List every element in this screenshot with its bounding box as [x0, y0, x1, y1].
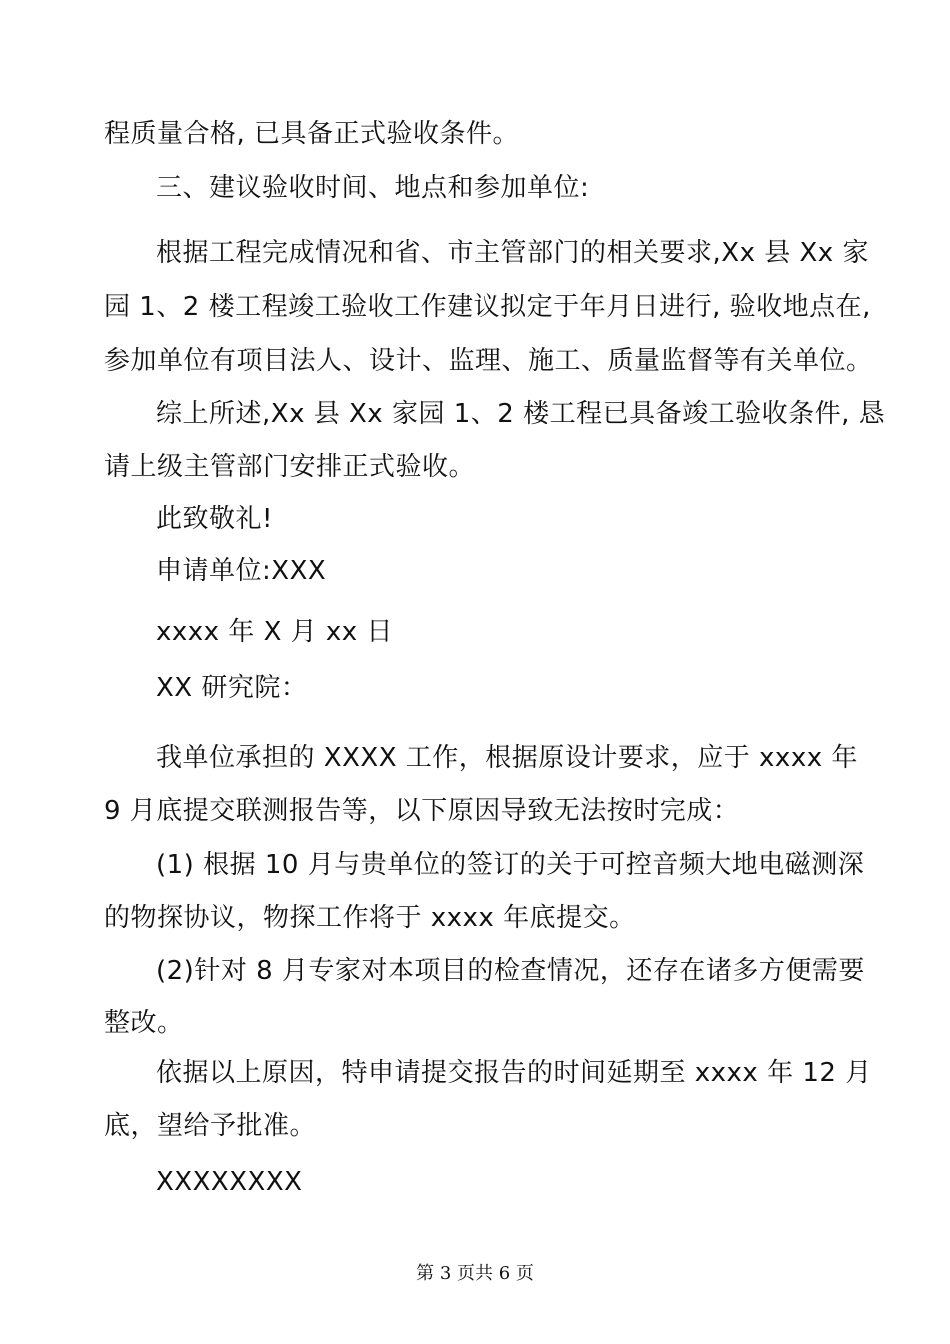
body-line: 底，望给予批准。 [104, 1111, 317, 1141]
list-item: (1) 根据 10 月与贵单位的签订的关于可控音频大地电磁测深 [156, 850, 865, 880]
body-line: 参加单位有项目法人、设计、监理、施工、质量监督等有关单位。 [104, 346, 873, 376]
list-item: (2)针对 8 月专家对本项目的检查情况，还存在诸多方便需要 [156, 956, 865, 986]
body-line: 请上级主管部门安排正式验收。 [104, 452, 476, 482]
body-line: 依据以上原因，特申请提交报告的时间延期至 xxxx 年 12 月 [156, 1058, 872, 1088]
section-heading: 三、建议验收时间、地点和参加单位: [156, 173, 590, 203]
closing-salutation: 此致敬礼! [156, 504, 273, 534]
body-line: 根据工程完成情况和省、市主管部门的相关要求,Xx 县 Xx 家 [156, 238, 869, 268]
body-line: 我单位承担的 XXXX 工作，根据原设计要求，应于 xxxx 年 [156, 743, 858, 773]
date-line: xxxx 年 X 月 xx 日 [156, 617, 393, 647]
signature-line: XXXXXXXX [156, 1167, 303, 1197]
body-line: 园 1、2 楼工程竣工验收工作建议拟定于年月日进行, 验收地点在, [104, 292, 871, 322]
page-number-footer: 第 3 页共 6 页 [416, 1263, 534, 1284]
applicant-line: 申请单位:XXX [156, 556, 327, 586]
body-line: 整改。 [104, 1008, 184, 1038]
body-line: 9 月底提交联测报告等，以下原因导致无法按时完成： [104, 796, 740, 826]
body-line: 的物探协议，物探工作将于 xxxx 年底提交。 [104, 903, 636, 933]
body-line: 程质量合格, 已具备正式验收条件。 [104, 119, 520, 149]
body-line: 综上所述,Xx 县 Xx 家园 1、2 楼工程已具备竣工验收条件, 恳 [156, 399, 886, 429]
addressee-line: XX 研究院： [156, 673, 308, 703]
